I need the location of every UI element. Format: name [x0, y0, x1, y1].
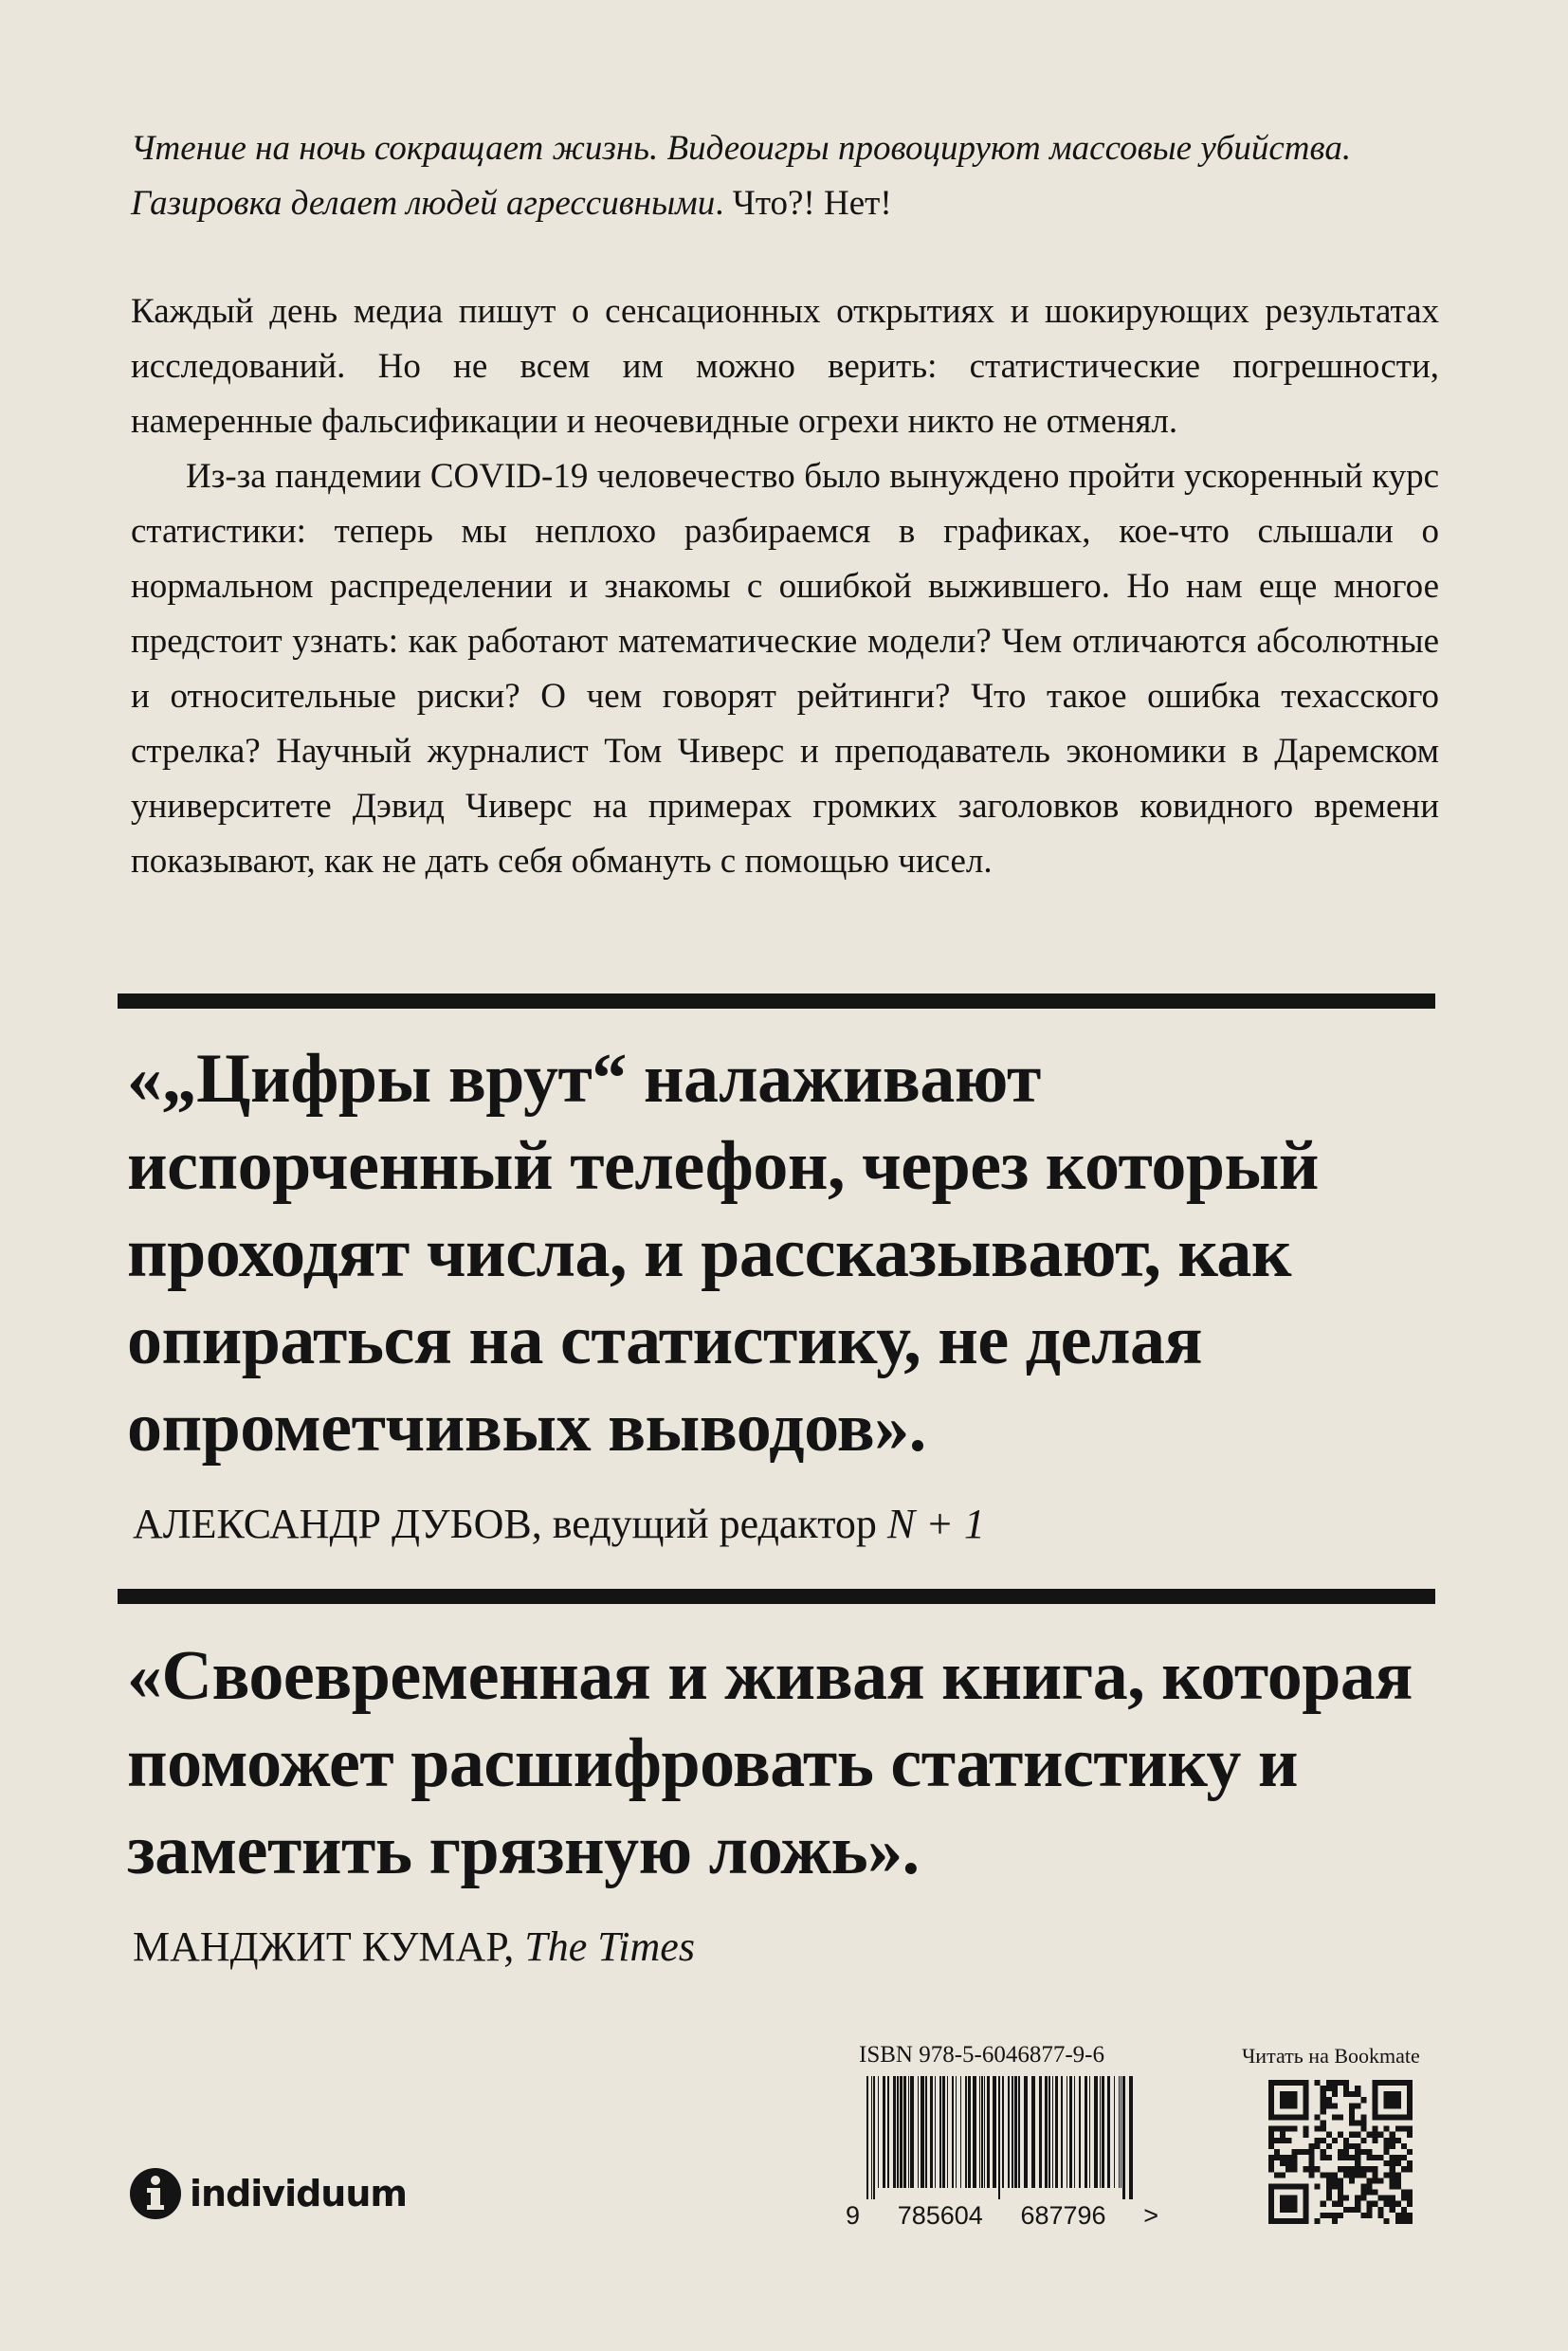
quote-2-role: , — [503, 1923, 525, 1970]
barcode-digit-group: 687796 — [1020, 2201, 1106, 2230]
quote-2-source: The Times — [524, 1923, 695, 1970]
individuum-logo-icon — [129, 2167, 182, 2220]
paragraph-2: Из-за пандемии COVID-19 человечество было вынуждено пройти ускоренный курс статистики: теперь мы неплохо разбираемся в графиках, кое-что слышали о нормальном распределении и знакомы с ошибкой выжившего. Но нам еще многое предстоит узнать: как работают математические модели? Чем отличаются абсолютные и относительные риски? О чем говорят рейтинги? Что такое ошибка техасского стрелка? Научный журналист Том Чиверс и преподаватель экономики в Даремском университете Дэвид Чиверс на примерах громких заголовков ковидного времени показывают, как не дать себя обмануть с помощью чисел. — [131, 457, 1439, 881]
divider-rule — [118, 993, 1435, 1009]
quote-1-text: «„Цифры врут“ налаживают испорченный телефон, через который проходят числа, и рассказывают, как опираться на статистику, не делая опрометчивых выводов». — [127, 1040, 1319, 1467]
quote-1-source: N + 1 — [886, 1501, 985, 1547]
quote-1-role: , ведущий редактор — [531, 1501, 887, 1547]
barcode-digit-group: > — [1143, 2201, 1158, 2230]
quote-1-author: АЛЕКСАНДР ДУБОВ — [133, 1501, 532, 1547]
intro-italic: Чтение на ночь сокращает жизнь. Видеоигры провоцируют массовые убийства. Газировка делает людей агрессивными — [131, 129, 1352, 223]
paragraph-1: Каждый день медиа пишут о сенсационных открытиях и шокирующих результатах исследований. Но не всем им можно верить: статистические погрешности, намеренные фальсификации и неочевидные огрехи никто не отменял. — [131, 292, 1439, 441]
isbn-label: ISBN 978-5-6046877-9-6 — [859, 2042, 1105, 2068]
divider-rule — [118, 1589, 1435, 1604]
description — [131, 284, 1439, 889]
intro-plain: . Что?! Нет! — [715, 184, 892, 223]
qr-code-image[interactable] — [1268, 2080, 1413, 2224]
quote-2-attribution — [133, 1923, 695, 1972]
quote-1-attribution — [133, 1500, 985, 1549]
publisher-name: individuum — [190, 2173, 408, 2214]
qr-caption: Читать на Bookmate — [1242, 2044, 1420, 2068]
barcode-digit-group: 9 — [846, 2201, 861, 2230]
quote-2-text: «Своевременная и живая книга, которая поможет расшифровать статистику и заметить грязную ложь». — [127, 1637, 1413, 1889]
quote-2-author: МАНДЖИТ КУМАР — [133, 1923, 504, 1970]
barcode-digit-group: 785604 — [897, 2201, 983, 2230]
barcode-digits — [846, 2201, 1158, 2231]
barcode-image — [846, 2076, 1158, 2199]
intro-lines — [131, 121, 1439, 231]
publisher-logo — [129, 2167, 407, 2220]
